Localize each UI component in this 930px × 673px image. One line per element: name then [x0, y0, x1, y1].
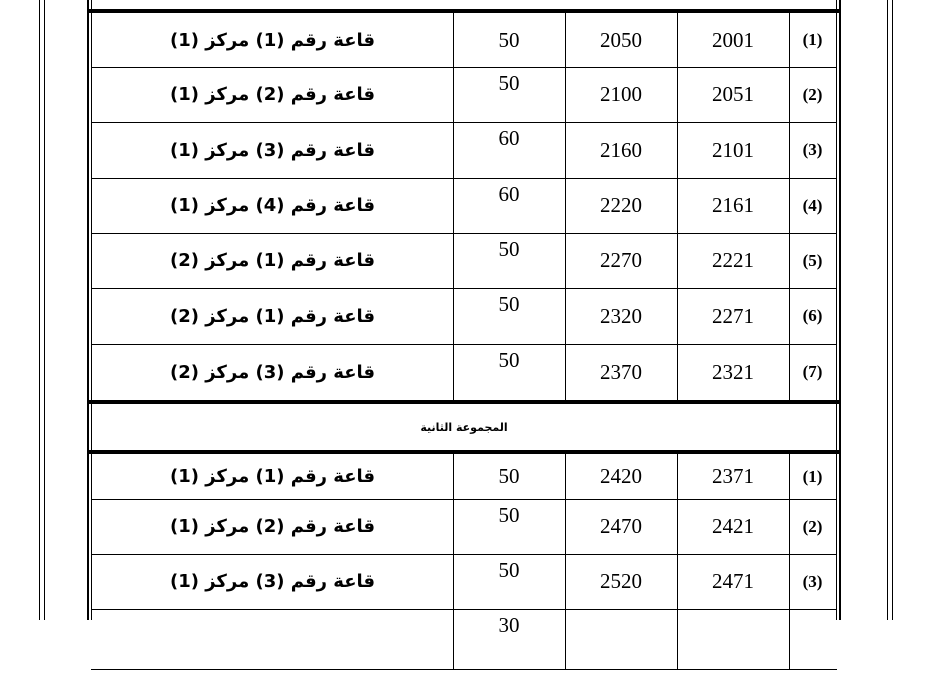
- row-index-cell: (2): [802, 84, 823, 104]
- row-index-cell: (7): [802, 362, 823, 381]
- table-row: [87, 344, 841, 400]
- seat-to-cell: 2220: [600, 193, 642, 217]
- seat-to-cell: 2470: [600, 514, 642, 538]
- capacity-cell: 60: [498, 182, 520, 206]
- table-border: [836, 400, 837, 454]
- seat-from-cell: 2001: [712, 27, 754, 52]
- seat-from-cell: 2221: [712, 248, 754, 272]
- row-index-cell: (6): [802, 306, 823, 325]
- page-border-right-inner: [887, 0, 888, 620]
- row-index-cell: (2): [802, 516, 823, 536]
- group2-table: [87, 450, 841, 637]
- capacity-cell: 50: [498, 237, 520, 261]
- table-row: [87, 233, 841, 288]
- capacity-cell: 60: [498, 126, 520, 150]
- hall-name-cell: قاعة رقم (2) مركز (1): [169, 84, 376, 105]
- page-border-right-outer: [892, 0, 893, 620]
- hall-name-cell: قاعة رقم (1) مركز (2): [169, 250, 376, 271]
- row-index-cell: (3): [802, 140, 823, 159]
- table-row: [87, 178, 841, 233]
- capacity-cell: 50: [498, 71, 520, 95]
- capacity-cell: 50: [498, 503, 520, 527]
- row-index-cell: (4): [802, 195, 823, 215]
- table-row: [87, 609, 841, 669]
- seat-from-cell: 2271: [712, 303, 754, 328]
- seat-from-cell: 2371: [712, 464, 754, 488]
- hall-name-cell: قاعة رقم (1) مركز (1): [169, 466, 376, 487]
- capacity-cell: 50: [498, 27, 520, 52]
- group2-title: المجموعة الثانية: [420, 420, 508, 434]
- hall-name-cell: قاعة رقم (1) مركز (2): [169, 305, 376, 327]
- seat-to-cell: 2050: [600, 27, 642, 52]
- page-border-left-outer: [39, 0, 40, 620]
- seat-to-cell: 2370: [600, 359, 642, 384]
- table-row: [87, 67, 841, 122]
- seat-from-cell: 2051: [712, 82, 754, 106]
- row-index-cell: (5): [802, 250, 823, 270]
- table-row: [87, 122, 841, 178]
- seat-to-cell: 2420: [600, 464, 642, 488]
- table-border: [87, 400, 89, 454]
- seat-from-cell: [677, 609, 789, 669]
- seat-to-cell: 2270: [600, 248, 642, 272]
- seat-to-cell: [565, 609, 677, 669]
- hall-name-cell: قاعة رقم (3) مركز (1): [169, 571, 376, 592]
- capacity-cell: 50: [498, 464, 520, 488]
- hall-name-cell: قاعة رقم (2) مركز (1): [169, 516, 376, 537]
- table-row: [87, 454, 841, 499]
- hall-name-cell: قاعة رقم (4) مركز (1): [169, 195, 376, 216]
- table-border: [839, 400, 841, 454]
- seat-from-cell: 2421: [712, 514, 754, 538]
- seat-from-cell: 2101: [712, 137, 754, 162]
- table-row: [87, 13, 841, 67]
- hall-name-cell: [92, 609, 453, 669]
- row-index-cell: [789, 609, 836, 669]
- capacity-cell: 50: [498, 348, 520, 372]
- group2-header: [87, 400, 841, 454]
- row-index-cell: (1): [802, 30, 823, 49]
- capacity-cell: 50: [498, 292, 520, 316]
- capacity-cell: 50: [498, 558, 520, 582]
- hall-name-cell: قاعة رقم (3) مركز (2): [169, 361, 376, 383]
- seat-from-cell: 2321: [712, 359, 754, 384]
- seat-to-cell: 2160: [600, 137, 642, 162]
- seat-to-cell: 2100: [600, 82, 642, 106]
- table-row: [87, 499, 841, 554]
- page-border-left-inner: [44, 0, 45, 620]
- seat-to-cell: 2320: [600, 303, 642, 328]
- seat-to-cell: 2520: [600, 569, 642, 593]
- group1-table: [87, 0, 841, 402]
- hall-name-cell: قاعة رقم (1) مركز (1): [169, 29, 376, 51]
- capacity-cell: 30: [498, 613, 520, 637]
- table-row: [87, 288, 841, 344]
- hall-name-cell: قاعة رقم (3) مركز (1): [169, 139, 376, 161]
- seat-from-cell: 2161: [712, 193, 754, 217]
- table-row: [87, 554, 841, 609]
- row-index-cell: (3): [802, 571, 823, 591]
- row-index-cell: (1): [802, 466, 823, 486]
- seat-from-cell: 2471: [712, 569, 754, 593]
